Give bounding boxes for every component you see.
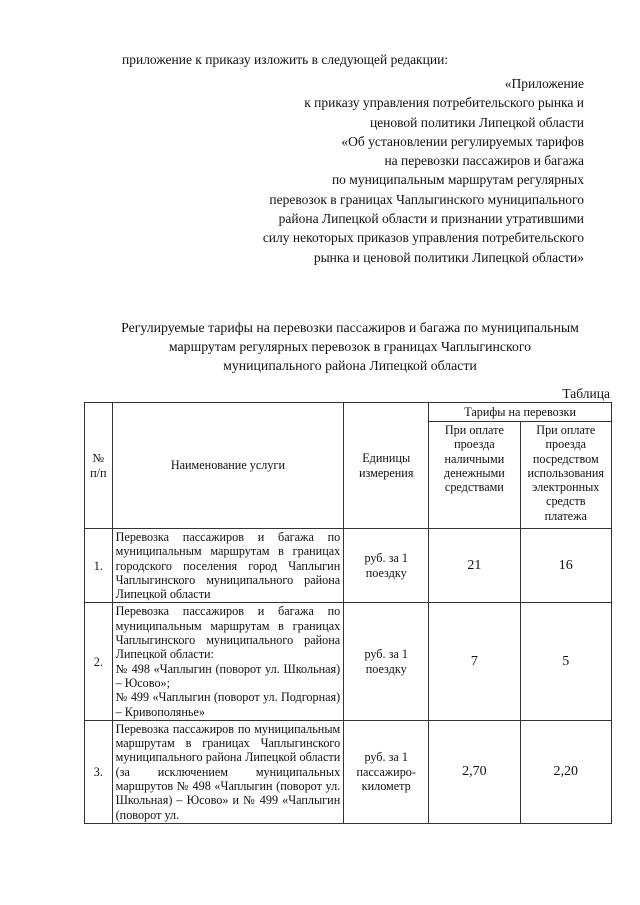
row-service-name-block — [112, 603, 344, 720]
table-label: Таблица — [562, 386, 610, 401]
route-498: № 498 «Чаплыгин (поворот ул. Школьная) – Юсово»; — [115, 661, 341, 690]
header-num: № п/п — [85, 403, 113, 529]
table-row — [85, 603, 612, 720]
appendix-line: к приказу управления потребительского рынка и — [304, 95, 584, 111]
document-title — [90, 318, 610, 375]
appendix-line: перевозок в границах Чаплыгинского муниципального — [269, 191, 584, 207]
row-num: 1. — [85, 529, 113, 603]
route-499: № 499 «Чаплыгин (поворот ул. Подгорная) – Кривополянье» — [115, 690, 341, 719]
row-num: 2. — [85, 603, 113, 720]
table-header-row — [85, 403, 612, 422]
appendix-line: «Приложение — [504, 76, 584, 91]
row-service-name: Перевозка пассажиров по муниципальным маршрутам в границах Чаплыгинского муниципального района Липецкой области (за исключением муниципальных маршрутов № 498 «Чаплыгин (поворот ул. Школьная) – Юсово» и № 499 «Чаплыгин (поворот ул. — [112, 720, 344, 823]
title-line: муниципального района Липецкой области — [223, 358, 477, 373]
row-cash-tariff: 21 — [429, 529, 520, 603]
header-cash: При оплате проезда наличными денежными средствами — [429, 422, 520, 529]
row-unit: руб. за 1 поездку — [344, 603, 429, 720]
row-cash-tariff: 2,70 — [429, 720, 520, 823]
appendix-header — [204, 74, 584, 267]
tariffs-table — [84, 402, 612, 824]
table-row — [85, 529, 612, 603]
row-num: 3. — [85, 720, 113, 823]
row-electronic-tariff: 16 — [520, 529, 611, 603]
appendix-line: рынка и ценовой политики Липецкой области» — [313, 249, 584, 265]
row-electronic-tariff: 5 — [520, 603, 611, 720]
appendix-line: «Об установлении регулируемых тарифов — [341, 133, 584, 149]
row-unit: руб. за 1 пассажиро-километр — [344, 720, 429, 823]
title-line: маршрутам регулярных перевозок в границах Чаплыгинского — [168, 339, 532, 354]
row-service-name: Перевозка пассажиров и багажа по муниципальным маршрутам в границах Чаплыгинского муниципального района Липецкой области: — [115, 604, 341, 662]
intro-text: приложение к приказу изложить в следующей редакции: — [122, 52, 449, 67]
header-electronic: При оплате проезда посредством использования электронных средств платежа — [520, 422, 611, 529]
appendix-line: на перевозки пассажиров и багажа — [384, 153, 584, 169]
row-electronic-tariff: 2,20 — [520, 720, 611, 823]
table-row — [85, 720, 612, 823]
title-line: Регулируемые тарифы на перевозки пассажиров и багажа по муниципальным — [121, 320, 579, 335]
row-service-name: Перевозка пассажиров и багажа по муниципальным маршрутам в границах городского поселения город Чаплыгин Чаплыгинского муниципального района Липецкой области — [112, 529, 344, 603]
row-cash-tariff: 7 — [429, 603, 520, 720]
appendix-line: по муниципальным маршрутам регулярных — [331, 172, 584, 188]
appendix-line: ценовой политики Липецкой области — [369, 114, 584, 130]
header-unit: Единицы измерения — [344, 403, 429, 529]
appendix-line: силу некоторых приказов управления потребительского — [262, 230, 584, 246]
row-unit: руб. за 1 поездку — [344, 529, 429, 603]
appendix-line: района Липецкой области и признании утратившими — [278, 211, 584, 227]
header-tariffs-group: Тарифы на перевозки — [429, 403, 612, 422]
header-name: Наименование услуги — [112, 403, 344, 529]
